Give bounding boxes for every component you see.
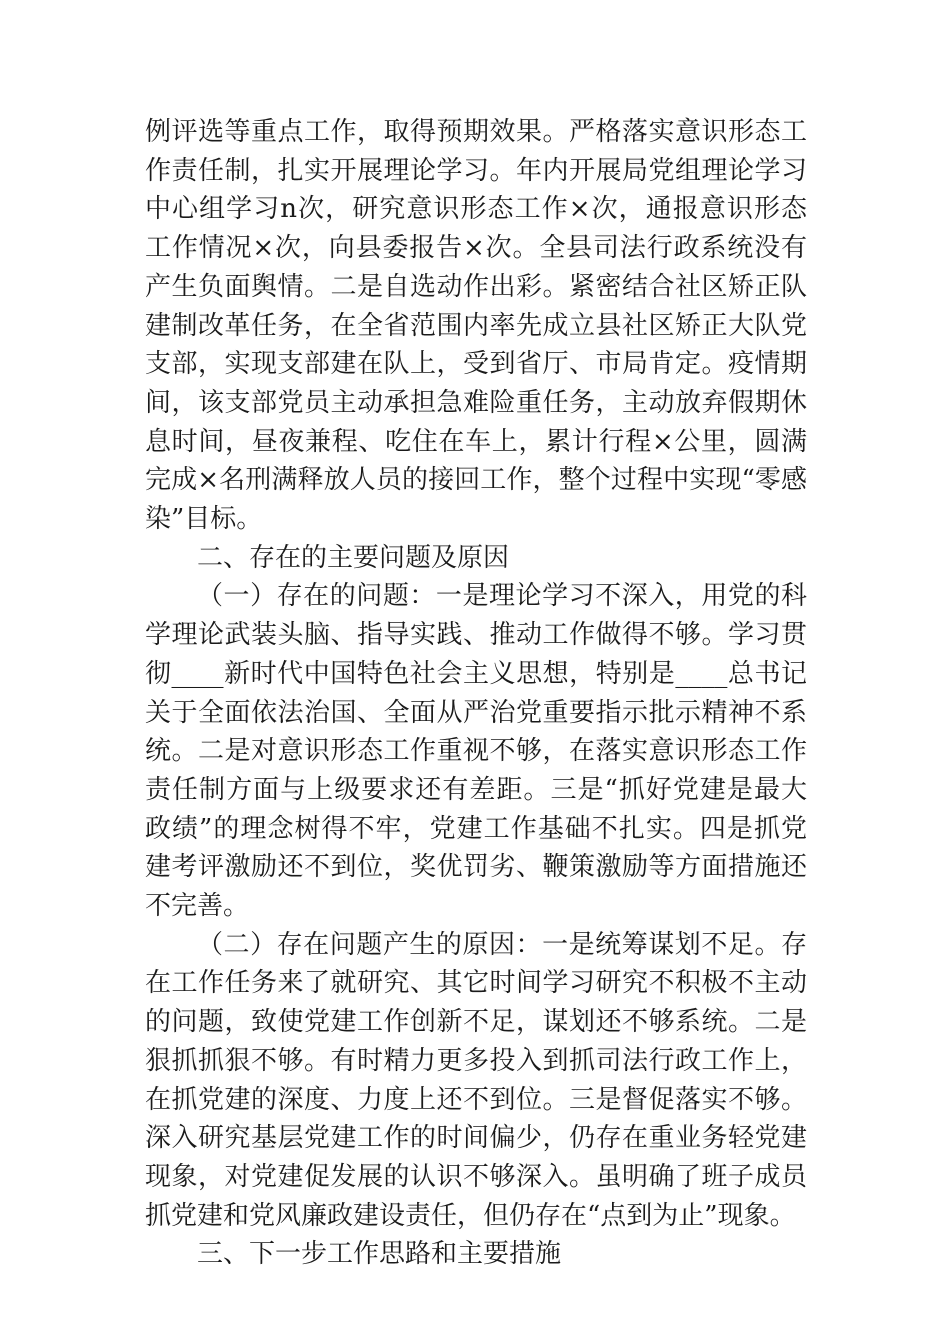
paragraph-existing-problems: （一）存在的问题：一是理论学习不深入，用党的科学理论武装头脑、指导实践、推动工作做得不够。学习贯彻____新时代中国特色社会主义思想，特别是____总书记关于全面依法治国、全面从严治党重要指示批示精神不系统。二是对意识形态工作重视不够，在落实意识形态工作责任制方面与上级要求还有差距。三是“抓好党建是最大政绩”的理念树得不牢，党建工作基础不扎实。四是抓党建考评激励还不到位，奖优罚劣、鞭策激励等方面措施还不完善。 <box>145 581 807 922</box>
section-heading-next-steps: 三、下一步工作思路和主要措施 <box>197 1239 562 1270</box>
document-page <box>145 113 807 1274</box>
section-heading-problems-and-causes: 二、存在的主要问题及原因 <box>197 542 510 573</box>
paragraph-problem-causes: （二）存在问题产生的原因：一是统筹谋划不足。存在工作任务来了就研究、其它时间学习研究不积极不主动的问题，致使党建工作创新不足，谋划还不够系统。二是狠抓抓狠不够。有时精力更多投入到抓司法行政工作上，在抓党建的深度、力度上还不到位。三是督促落实不够。深入研究基层党建工作的时间偏少，仍存在重业务轻党建现象，对党建促发展的认识不够深入。虽明确了班子成员抓党建和党风廉政建设责任，但仍存在“点到为止”现象。 <box>145 929 807 1231</box>
paragraph-achievements-continued: 例评选等重点工作，取得预期效果。严格落实意识形态工作责任制，扎实开展理论学习。年内开展局党组理论学习中心组学习n次，研究意识形态工作×次，通报意识形态工作情况×次，向县委报告×次。全县司法行政系统没有产生负面舆情。二是自选动作出彩。紧密结合社区矫正队建制改革任务，在全省范围内率先成立县社区矫正大队党支部，实现支部建在队上，受到省厅、市局肯定。疫情期间，该支部党员主动承担急难险重任务，主动放弃假期休息时间，昼夜兼程、吃住在车上，累计行程×公里，圆满完成×名刑满释放人员的接回工作，整个过程中实现“零感染”目标。 <box>145 117 807 535</box>
